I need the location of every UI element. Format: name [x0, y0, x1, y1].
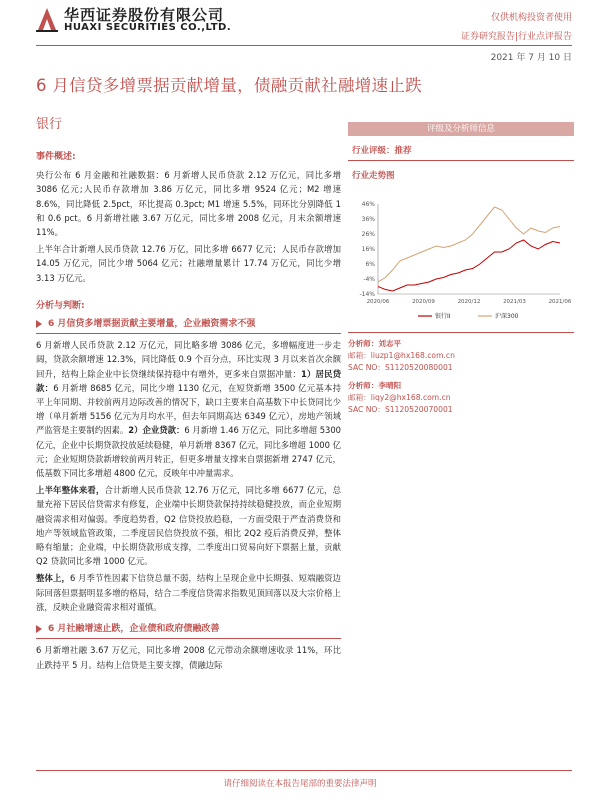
company-name-en: HUAXI SECURITIES CO.,LTD. [64, 22, 232, 33]
analyst-email[interactable]: 邮箱：liuzp1@hx168.com.cn [348, 351, 455, 360]
report-date: 2021 年 7 月 10 日 [490, 53, 572, 63]
p3-text: 6 月季节性因素下信贷总量不弱，结构上呈现企业中长期强、短端融资边际回落但票据明显多增的格局，结合二季度信贷需求指数见顶回落以及大宗价格上涨，反映企业融资需求相对谨慎。 [36, 573, 341, 612]
report-header [0, 0, 600, 63]
analyst-name: 分析师：刘志平 [348, 339, 402, 348]
y-tick-label: 36% [361, 216, 375, 223]
audience-note: 仅供机构投资者使用 [490, 13, 572, 23]
p1-bold-corporate: 2）企业贷款： [128, 425, 185, 436]
y-tick-label: -4% [363, 276, 375, 283]
analyst-card [348, 338, 574, 374]
summary-paragraph-1: 央行公布 6 月金融和社融数据：6 月新增人民币贷款 2.12 万亿元，同比多增 3086 亿元;人民币存款增加 3.86 万亿元，同比多增 9524 亿元；M2 增速 8.6%，同比降低 2.5pct，环比提高 0.3pct; M1 增速 5.5%，同环比分别降低 1 和 0.6 pct。6 月新增社融 3.67 万亿元，同比多增 2008 亿元，月末余额增速 11%。 [36, 170, 341, 238]
main-content [36, 150, 341, 675]
y-tick-label: 16% [361, 246, 375, 253]
footer-divider [36, 770, 572, 771]
y-tick-label: 46% [361, 201, 375, 208]
huaxi-logo-icon [36, 6, 58, 32]
series-line-bank [378, 240, 560, 291]
analyst-sac: SAC NO：S1120520080001 [348, 363, 453, 372]
analyst-email[interactable]: 邮箱：liqy2@hx168.com.cn [348, 393, 451, 402]
x-tick-label: 2021/03 [503, 299, 526, 305]
analysis-paragraph-1 [36, 338, 341, 480]
section-bar-loans-text: 6 月信贷多增票据贡献主要增量，企业融资需求不强 [48, 319, 256, 330]
sidebar-panel-title: 评级及分析师信息 [348, 122, 574, 136]
analyst-sac: SAC NO：S1120520070001 [348, 405, 453, 414]
report-title: 6 月信贷多增票据贡献增量，债融贡献社融增速止跌 [36, 76, 422, 95]
industry-trend-chart [348, 198, 574, 326]
industry-rating: 行业评级：推荐 [348, 136, 574, 161]
x-tick-label: 2020/12 [457, 299, 481, 305]
y-tick-label: 26% [361, 231, 375, 238]
summary-heading: 事件概述: [36, 152, 76, 162]
analyst-name: 分析师：李晴阳 [348, 381, 402, 390]
report-type: 证券研究报告|行业点评报告 [460, 32, 572, 42]
sidebar [348, 122, 574, 181]
analysis-paragraph-2 [36, 483, 341, 568]
p2-bold-lead: 上半年整体来看， [36, 485, 105, 496]
legend-label: 银行II [435, 313, 451, 320]
company-name-cn: 华西证券股份有限公司 [64, 6, 225, 24]
trend-chart-title: 行业走势图 [352, 171, 395, 181]
analysis-paragraph-4: 6 月新增社融 3.67 万亿元，同比多增 2008 亿元带动余额增速收录 11%，环比止跌持平 5 月。结构上信贷是主要支撑，债融边际 [36, 645, 341, 670]
p2-text: 合计新增人民币贷款 12.76 万亿元，同比多增 6677 亿元，总量充裕下居民信贷需求有修复，企业端中长期贷款保持持续稳健投放，而企业短期融资需求相对偏弱。季度趋势看，Q2 信贷投放趋稳，一方面受限于严查消费贷和地产等领域监管政策，二季度居民信贷投放不强，相比 2Q2 疫后消费反弹，整体略有缩量；企业端，中长期贷款形成支撑，二季度出口贸易向好下票据上量，贡献 Q2 贷款同比多增 1000 亿元。 [36, 485, 341, 567]
analyst-card [348, 380, 574, 416]
bullet-arrow-icon [36, 320, 42, 328]
x-tick-label: 2020/06 [366, 299, 390, 305]
p1-text-c: 6 月新增 8685 亿元，同比少增 1130 亿元，在短贷新增 3500 亿元基本持平上年同期、并较前两月边际改善的情况下，缺口主要来自高基数下中长贷同比少增（单月新增 5156 亿元为月均水平，但去年同期高达 6349 亿元），房地产领域严监管是主要制约因素。 [36, 382, 341, 436]
header-divider [36, 45, 572, 46]
p3-bold-lead: 整体上， [36, 573, 70, 584]
summary-paragraph-2: 上半年合计新增人民币贷款 12.76 万亿，同比多增 6677 亿元；人民币存款增加 14.05 万亿元，同比少增 5064 亿元；社融增量累计 17.74 万亿元，同比少增 3.13 万亿元。 [36, 244, 341, 283]
section-bar-social-financing [36, 622, 341, 639]
series-line-csi300 [378, 207, 560, 282]
sidebar-divider [348, 332, 574, 333]
p1-text-e: 6 月新增 1.46 万亿元，同比多增超 5300 亿元，企业中长期贷款投放延续稳健，单月新增 8367 亿元，同比多增超 1000 亿元；企业短期贷款新增较前两月转正，但更多增量支撑来自票据新增 2747 亿元，低基数下同比多增超 4800 亿元，反映年中冲量需求。 [36, 425, 342, 479]
p1-text-a: 6 月新增人民币贷款 2.12 万亿元，同比略多增 3086 亿元，多增幅度进一步走阔，贷款余额增速 12.3%，同比降低 0.9 个百分点，环比实现 3 月以来首次余额回升，结构上除企业中长贷继续保持稳中有增外，更多来自票据冲量： [36, 340, 341, 379]
x-tick-label: 2020/09 [412, 299, 435, 305]
legal-notice-footer[interactable]: 请仔细阅读在本报告尾部的重要法律声明 [223, 779, 377, 789]
section-bar-loans [36, 317, 341, 334]
legend-label: 沪深300 [495, 313, 519, 320]
sector-label: 银行 [36, 117, 63, 132]
y-tick-label: -14% [359, 291, 375, 298]
y-tick-label: 6% [365, 261, 375, 268]
bullet-arrow-icon [36, 625, 42, 633]
analysis-heading: 分析与判断: [36, 300, 85, 311]
section-bar-sf-text: 6 月社融增速止跌，企业债和政府债融改善 [48, 624, 220, 635]
p1-bold-household: 1）居民贷款： [36, 368, 342, 393]
analysis-paragraph-3 [36, 571, 341, 614]
x-tick-label: 2021/06 [548, 299, 572, 305]
